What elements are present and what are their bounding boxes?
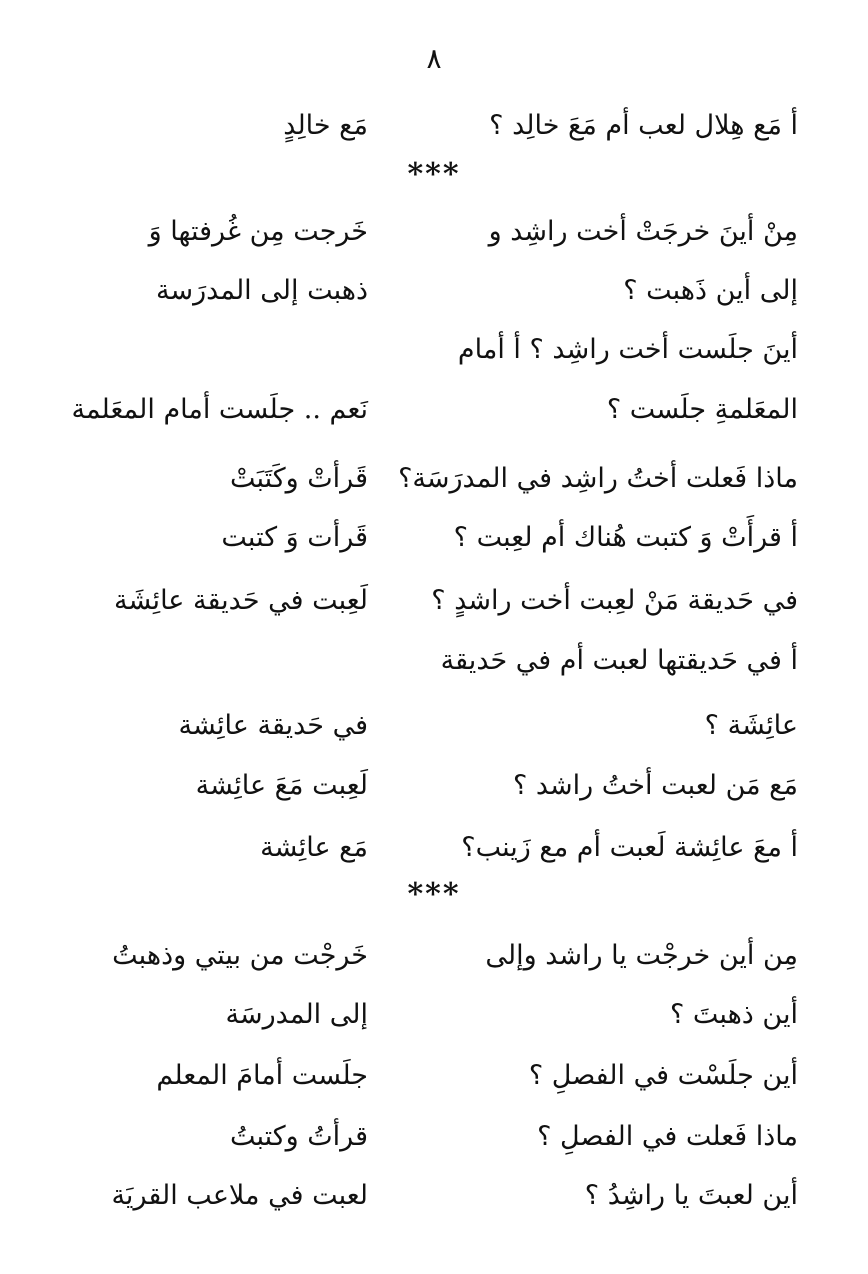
qa-row bbox=[0, 518, 868, 558]
qa-row bbox=[0, 1176, 868, 1216]
question-text: ماذا فَعلت أختُ راشِد في المدرَسَة؟ bbox=[398, 463, 798, 494]
answer-text: لعبت في ملاعب القريَة bbox=[111, 1180, 368, 1211]
question-text: المعَلمةِ جلَست ؟ bbox=[606, 394, 798, 425]
question-text: أ قرأَتْ وَ كتبت هُناك أم لعِبت ؟ bbox=[453, 522, 798, 553]
qa-row bbox=[0, 390, 868, 430]
answer-text: مَع عائِشة bbox=[260, 832, 368, 863]
section-separator: *** bbox=[407, 877, 461, 912]
question-text: أينَ جلَست أخت راشِد ؟ أ أمام bbox=[457, 334, 798, 365]
question-text: مَع مَن لعبت أختُ راشد ؟ bbox=[512, 770, 798, 801]
answer-text: جلَست أمامَ المعلم bbox=[156, 1060, 368, 1091]
qa-row bbox=[0, 459, 868, 499]
qa-row bbox=[0, 995, 868, 1035]
qa-row bbox=[0, 212, 868, 252]
question-text: أ في حَديقتها لعبت أم في حَديقة bbox=[440, 645, 798, 676]
question-text: أ معَ عائِشة لَعبت أم مع زَينب؟ bbox=[461, 832, 798, 863]
answer-text: مَع خالِدٍ bbox=[283, 110, 368, 141]
question-text: ماذا فَعلت في الفصلِ ؟ bbox=[537, 1121, 798, 1152]
answer-text: إلى المدرسَة bbox=[225, 999, 368, 1030]
question-text: عائِشَة ؟ bbox=[704, 710, 798, 741]
section-separator: *** bbox=[407, 157, 461, 192]
qa-row bbox=[0, 1056, 868, 1096]
question-text: أين ذهبتَ ؟ bbox=[670, 999, 798, 1030]
page-number: ٨ bbox=[426, 42, 442, 75]
qa-row bbox=[0, 330, 868, 370]
qa-row bbox=[0, 271, 868, 311]
qa-row bbox=[0, 641, 868, 681]
answer-text: قَرأت وَ كتبت bbox=[221, 522, 368, 553]
answer-text: نَعم .. جلَست أمام المعَلمة bbox=[71, 394, 368, 425]
question-text: أين جلَسْت في الفصلِ ؟ bbox=[528, 1060, 798, 1091]
question-text: في حَديقة مَنْ لعِبت أخت راشدٍ ؟ bbox=[431, 585, 798, 616]
question-text: أ مَع هِلال لعب أم مَعَ خالِد ؟ bbox=[489, 110, 798, 141]
answer-text: لَعِبت في حَديقة عائِشَة bbox=[114, 585, 368, 616]
qa-row bbox=[0, 1117, 868, 1157]
answer-text: خَرجت مِن غُرفتها وَ bbox=[148, 216, 368, 247]
answer-text: قرأتُ وكتبتُ bbox=[229, 1121, 368, 1152]
question-text: مِن أين خرجْت يا راشد وإلى bbox=[485, 940, 798, 971]
question-text: إلى أين ذَهبت ؟ bbox=[623, 275, 798, 306]
qa-row bbox=[0, 106, 868, 146]
answer-text: في حَديقة عائِشة bbox=[178, 710, 368, 741]
qa-row bbox=[0, 766, 868, 806]
qa-row bbox=[0, 828, 868, 868]
qa-row bbox=[0, 706, 868, 746]
qa-row bbox=[0, 581, 868, 621]
qa-row bbox=[0, 936, 868, 976]
answer-text: خَرجْت من بيتي وذهبتُ bbox=[112, 940, 368, 971]
question-text: أين لعبتَ يا راشِدُ ؟ bbox=[584, 1180, 798, 1211]
question-text: مِنْ أينَ خرجَتْ أخت راشِد و bbox=[488, 216, 798, 247]
answer-text: ذهبت إلى المدرَسة bbox=[156, 275, 368, 306]
answer-text: قَرأتْ وكَتَبَتْ bbox=[229, 463, 368, 494]
answer-text: لَعِبت مَعَ عائِشة bbox=[195, 770, 368, 801]
